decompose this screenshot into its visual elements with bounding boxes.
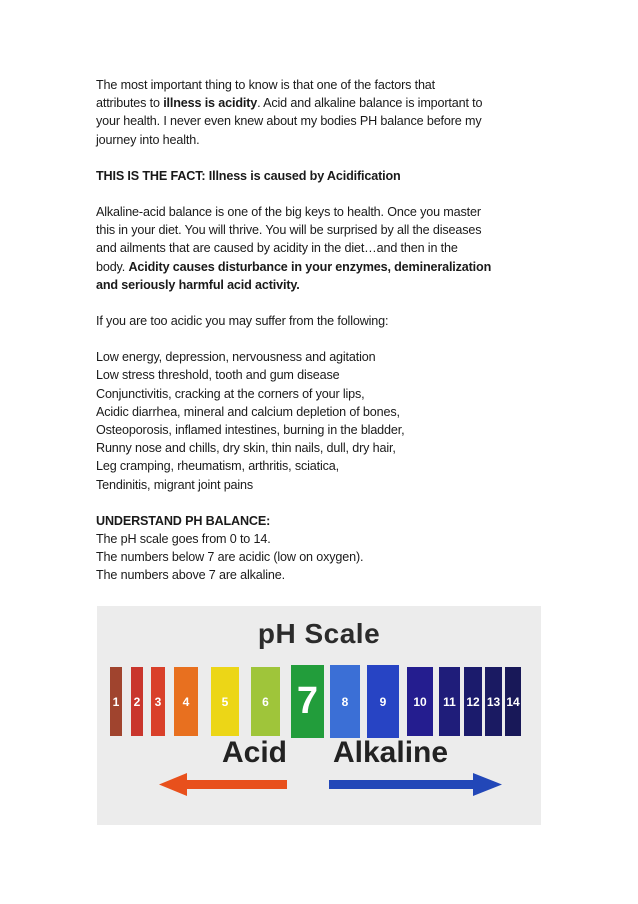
symptom-item: Low stress threshold, tooth and gum disease (96, 368, 340, 383)
intro-line: attributes to (96, 96, 164, 111)
alkaline-label: Alkaline (333, 736, 449, 769)
ph-scale-figure (97, 606, 541, 825)
ph-line: The pH scale goes from 0 to 14. (96, 532, 271, 547)
symptom-item: Tendinitis, migrant joint pains (96, 477, 254, 492)
ph-swatch-6: 6 (251, 667, 280, 736)
acid-arrow (159, 773, 287, 796)
intro-paragraph (96, 76, 546, 149)
balance-line: body. (96, 259, 129, 274)
symptom-item: Low energy, depression, nervousness and agitation (96, 350, 376, 365)
ph-swatch-7: 7 (291, 665, 324, 738)
ph-scale-title: pH Scale (257, 618, 381, 649)
balance-bold: Acidity causes disturbance in your enzymes, demineralization (128, 259, 492, 274)
ph-swatch-1: 1 (110, 667, 122, 736)
symptoms-list (96, 348, 546, 494)
arrows-layer (97, 606, 541, 825)
symptoms-intro: If you are too acidic you may suffer from the following: (96, 314, 389, 329)
ph-swatch-5: 5 (211, 667, 239, 736)
intro-bold: illness is acidity (163, 96, 258, 111)
ph-line: The numbers below 7 are acidic (low on oxygen). (96, 550, 364, 565)
fact-heading: THIS IS THE FACT: Illness is caused by Acidification (96, 168, 401, 183)
symptom-item: Leg cramping, rheumatism, arthritis, sciatica, (96, 459, 339, 474)
alkaline-arrow (329, 773, 502, 796)
ph-swatch-9: 9 (367, 665, 399, 738)
ph-swatch-10: 10 (407, 667, 433, 736)
document-body (96, 76, 546, 585)
symptom-item: Acidic diarrhea, mineral and calcium depletion of bones, (96, 404, 400, 419)
ph-explanation (96, 530, 546, 585)
ph-swatch-11: 11 (439, 667, 460, 736)
symptom-item: Runny nose and chills, dry skin, thin nails, dull, dry hair, (96, 441, 396, 456)
symptom-item: Osteoporosis, inflamed intestines, burning in the bladder, (96, 423, 405, 438)
ph-swatch-4: 4 (174, 667, 198, 736)
balance-line: Alkaline-acid balance is one of the big keys to health. Once you master (96, 205, 481, 220)
ph-swatch-8: 8 (330, 665, 360, 738)
intro-line: your health. I never even knew about my bodies PH balance before my (96, 114, 482, 129)
ph-swatch-12: 12 (464, 667, 482, 736)
balance-paragraph (96, 203, 546, 294)
balance-line: this in your diet. You will thrive. You will be surprised by all the diseases (96, 223, 482, 238)
acid-label: Acid (222, 736, 288, 769)
balance-line: and ailments that are caused by acidity in the diet…and then in the (96, 241, 458, 256)
ph-swatch-14: 14 (505, 667, 521, 736)
ph-swatch-2: 2 (131, 667, 143, 736)
ph-swatch-13: 13 (485, 667, 502, 736)
ph-heading: UNDERSTAND PH BALANCE: (96, 513, 271, 528)
ph-swatch-3: 3 (151, 667, 165, 736)
symptom-item: Conjunctivitis, cracking at the corners of your lips, (96, 386, 365, 401)
intro-line: . Acid and alkaline balance is important to (257, 96, 483, 111)
ph-line: The numbers above 7 are alkaline. (96, 568, 285, 583)
balance-bold: and seriously harmful acid activity. (96, 277, 300, 292)
intro-line: journey into health. (96, 132, 200, 147)
intro-line: The most important thing to know is that one of the factors that (96, 78, 436, 92)
